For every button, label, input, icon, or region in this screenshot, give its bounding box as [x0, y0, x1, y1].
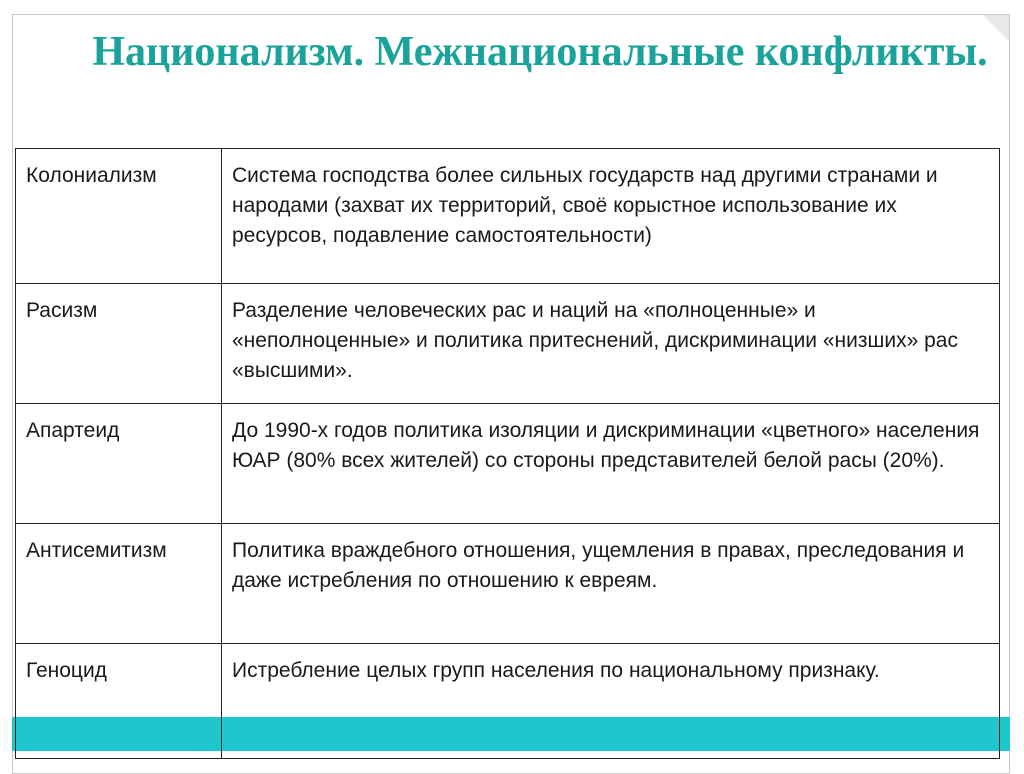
table-row	[16, 149, 1000, 284]
term-cell: Колониализм	[16, 149, 222, 284]
table-row	[16, 284, 1000, 404]
term-cell: Апартеид	[16, 404, 222, 524]
slide-title: Национализм. Межнациональные конфликты.	[92, 29, 988, 75]
terms-table	[15, 148, 1000, 759]
definition-cell: Истребление целых групп населения по национальному признаку.	[222, 644, 1000, 759]
term-cell: Расизм	[16, 284, 222, 404]
definition-cell: Разделение человеческих рас и наций на «полноценные» и «неполноценные» и политика притеснений, дискриминации «низших» рас «высшими».	[222, 284, 1000, 404]
term-cell: Антисемитизм	[16, 524, 222, 644]
table-row	[16, 524, 1000, 644]
table-row	[16, 404, 1000, 524]
table-row	[16, 644, 1000, 759]
definition-cell: До 1990-х годов политика изоляции и дискриминации «цветного» населения ЮАР (80% всех жителей) со стороны представителей белой расы (20%).	[222, 404, 1000, 524]
term-cell: Геноцид	[16, 644, 222, 759]
definition-cell: Система господства более сильных государств над другими странами и народами (захват их территорий, своё корыстное использование их ресурсов, подавление самостоятельности)	[222, 149, 1000, 284]
definition-cell: Политика враждебного отношения, ущемления в правах, преследования и даже истребления по отношению к евреям.	[222, 524, 1000, 644]
